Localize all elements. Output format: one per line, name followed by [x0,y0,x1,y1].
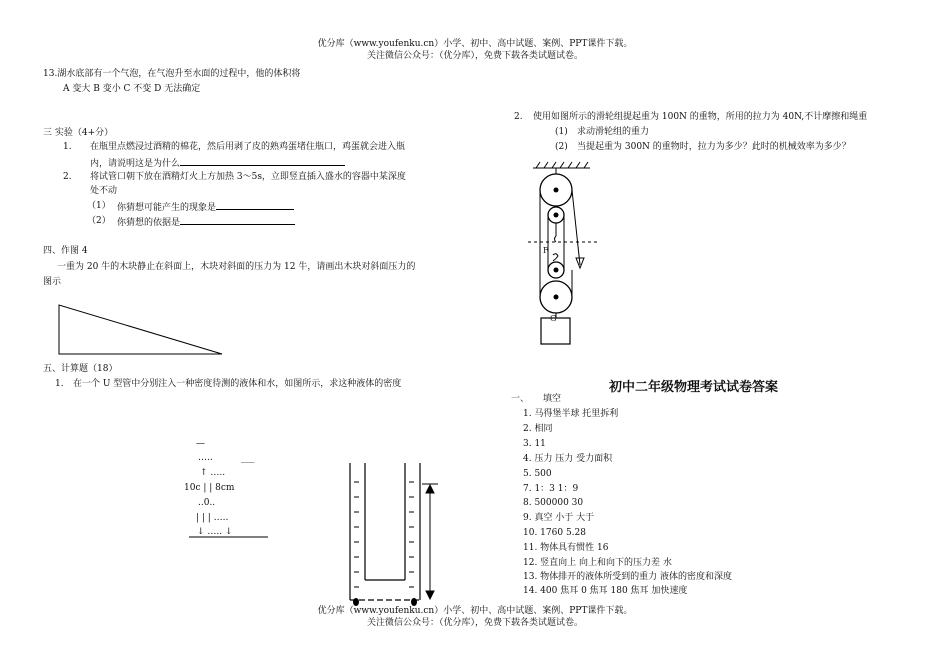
sec3-q1-line1: 在瓶里点燃浸过酒精的棉花，然后用剥了皮的熟鸡蛋堵住瓶口，鸡蛋就会进入瓶 [90,142,406,152]
question-13: 13.湖水底部有一个气泡，在气泡升至水面的过程中，他的体积将 [43,69,301,79]
sec3-q2-sub2: 你猜想的依据是 [117,215,295,229]
answer-section-title: 填空 [543,394,562,404]
sec5-q1-number: 1. [55,379,64,389]
q2-sub2: 当提起重为 300N 的重物时，拉力为多少？此时的机械效率为多少？ [577,142,851,152]
answer-item: 4. 压力 压力 受力面积 [523,454,613,464]
answer-item: 13. 物体排开的液体所受到的重力 液体的密度和深度 [523,572,733,582]
utube-sketch-line: ….. [198,453,213,463]
utube-sketch-line: 10c | | 8cm [184,483,235,493]
sec3-q1-number: 1. [63,142,72,152]
sec4-line1: 一重为 20 牛的木块静止在斜面上，木块对斜面的压力为 12 牛，请画出木块对斜面压力的 [57,262,416,272]
answer-item: 10. 1760 5.28 [523,528,586,538]
question-13-options: A 变大 B 变小 C 不变 D 无法确定 [63,84,201,94]
utube-sketch-line: ..0.. [198,498,216,508]
answer-item: 3. 11 [523,439,546,449]
answer-item: 2. 相同 [523,424,553,434]
answer-item: 1. 马得堡半球 托里拆利 [523,409,619,419]
sec3-q1-line2: 内，请说明这是为什么 [90,156,345,170]
utube-sketch-line: ↓ ….. ↓ [197,527,233,537]
pulley-force-label: F [543,246,549,255]
q2-sub2-number: (2) [555,142,568,152]
header-line-1: 优分库（www.youfenku.cn）小学、初中、高中试题、案例、PPT课件下载。 [317,39,633,49]
header-line-2: 关注微信公众号：（优分库），免费下载各类试题试卷。 [366,51,583,61]
section-3-heading: 三 实验（4+分） [43,128,114,138]
footer-line-2: 关注微信公众号：（优分库），免费下载各类试题试卷。 [366,618,583,628]
q2-text: 使用如图所示的滑轮组提起重为 100N 的重物，所用的拉力为 40N,不计摩擦和绳重 [533,112,868,122]
sec3-q2-sub1-number: （1） [87,201,111,211]
answer-item: 5. 500 [523,469,552,479]
answer-title: 初中二年级物理考试试卷答案 [609,380,779,395]
sec3-q2-number: 2. [63,172,72,182]
answer-item: 8. 500000 30 [523,498,584,508]
answer-item: 14. 400 焦耳 0 焦耳 180 焦耳 加快速度 [523,586,688,596]
utube-sketch-line: ___ [241,453,255,463]
sec5-q1: 在一个 U 型管中分别注入一种密度待测的液体和水，如图所示，求这种液体的密度 [73,379,402,389]
section-4-heading: 四、作图 4 [43,246,88,256]
sec3-q2-line1: 将试管口朝下放在酒精灯火上方加热 3～5s，立即竖直插入盛水的容器中某深度 [90,172,406,182]
sec3-q2-sub2-number: （2） [87,216,111,226]
q2-sub1: 求动滑轮组的重力 [577,127,650,137]
answer-item: 11. 物体具有惯性 16 [523,543,609,553]
pulley-weight-label: G [550,314,557,323]
utube-sketch-line: ↑ ….. [200,468,226,478]
sec3-q2-line2: 处不动 [90,186,118,196]
utube-sketch-line: — [196,439,205,449]
answer-item: 7. 1：3 1：9 [523,484,579,494]
q2-number: 2. [514,112,523,122]
section-5-heading: 五、计算题（18） [43,364,118,374]
utube-sketch-line: | | | ….. [196,513,229,523]
sec3-q2-sub1: 你猜想可能产生的现象是 [117,200,294,214]
footer-line-1: 优分库（www.youfenku.cn）小学、初中、高中试题、案例、PPT课件下载。 [317,606,633,616]
answer-section-number: 一、 [511,394,530,404]
q2-sub1-number: (1) [555,127,568,137]
answer-item: 12. 竖直向上 向上和向下的压力差 水 [523,558,672,568]
answer-item: 9. 真空 小于 大于 [523,513,595,523]
sec4-line2: 图示 [43,277,62,287]
